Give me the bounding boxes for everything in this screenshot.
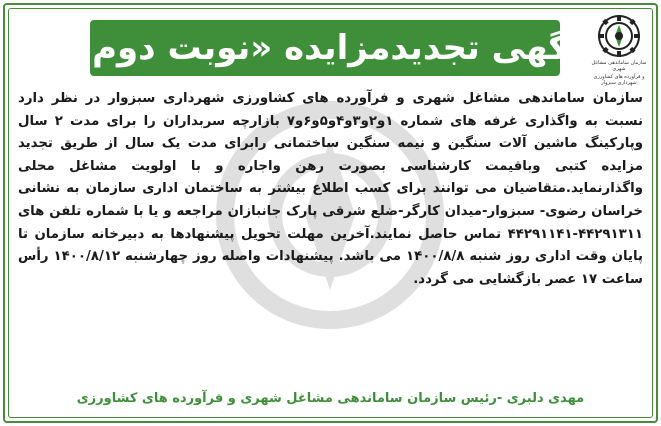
title-banner (70, 20, 580, 76)
gear-emblem-icon (597, 14, 641, 58)
signature-line: مهدی دلبری -رئیس سازمان ساماندهی مشاغل شهری و فرآورده های کشاورزی (76, 391, 585, 406)
organization-logo (591, 14, 647, 94)
logo-caption-line2: و فرآورده های کشاورزی شهرداری سبزوار (593, 74, 645, 86)
logo-caption-line1: سازمان ساماندهی مشاغل شهری (591, 60, 647, 72)
announcement-body (18, 88, 643, 291)
page-title: آگهی تجدیدمزایده «نوبت دوم» (70, 28, 580, 68)
announcement-paragraph: سازمان ساماندهی مشاغل شهری و فرآورده های کشاورزی شهرداری سبزوار در نظر دارد نسبت به واگذاری غرفه های شماره ۱و۲و۳و۴و۵و۶و۷ بازارچه سربداران را برای مدت ۲ سال وپارکینگ ماشین آلات سنگین و نیمه سنگین ساختمانی رابرای مدت یک سال از طریق تجدید مزایده کتبی وباقیمت کارشناسی بصورت رهن واجاره و با اولویت مشاغل محلی واگذارنماید.متقاضیان می توانند برای کسب اطلاع بیشتر به ساختمان اداری سازمان به نشانی خراسان رضوی- سبزوار-میدان کارگر-ضلع شرقی پارک جانبازان مراجعه و یا با شماره تلفن های ۴۴۲۹۱۳۱۱-۴۴۲۹۱۱۴۱ تماس حاصل نمایند.آخرین مهلت تحویل پیشنهادها به دبیرخانه سازمان تا پایان وقت اداری روز شنبه ۱۴۰۰/۸/۸ می باشد. پیشنهادات واصله روز چهارشنبه ۱۴۰۰/۸/۱۲ رأس ساعت ۱۷ عصر بازگشایی می گردد. (18, 91, 643, 287)
